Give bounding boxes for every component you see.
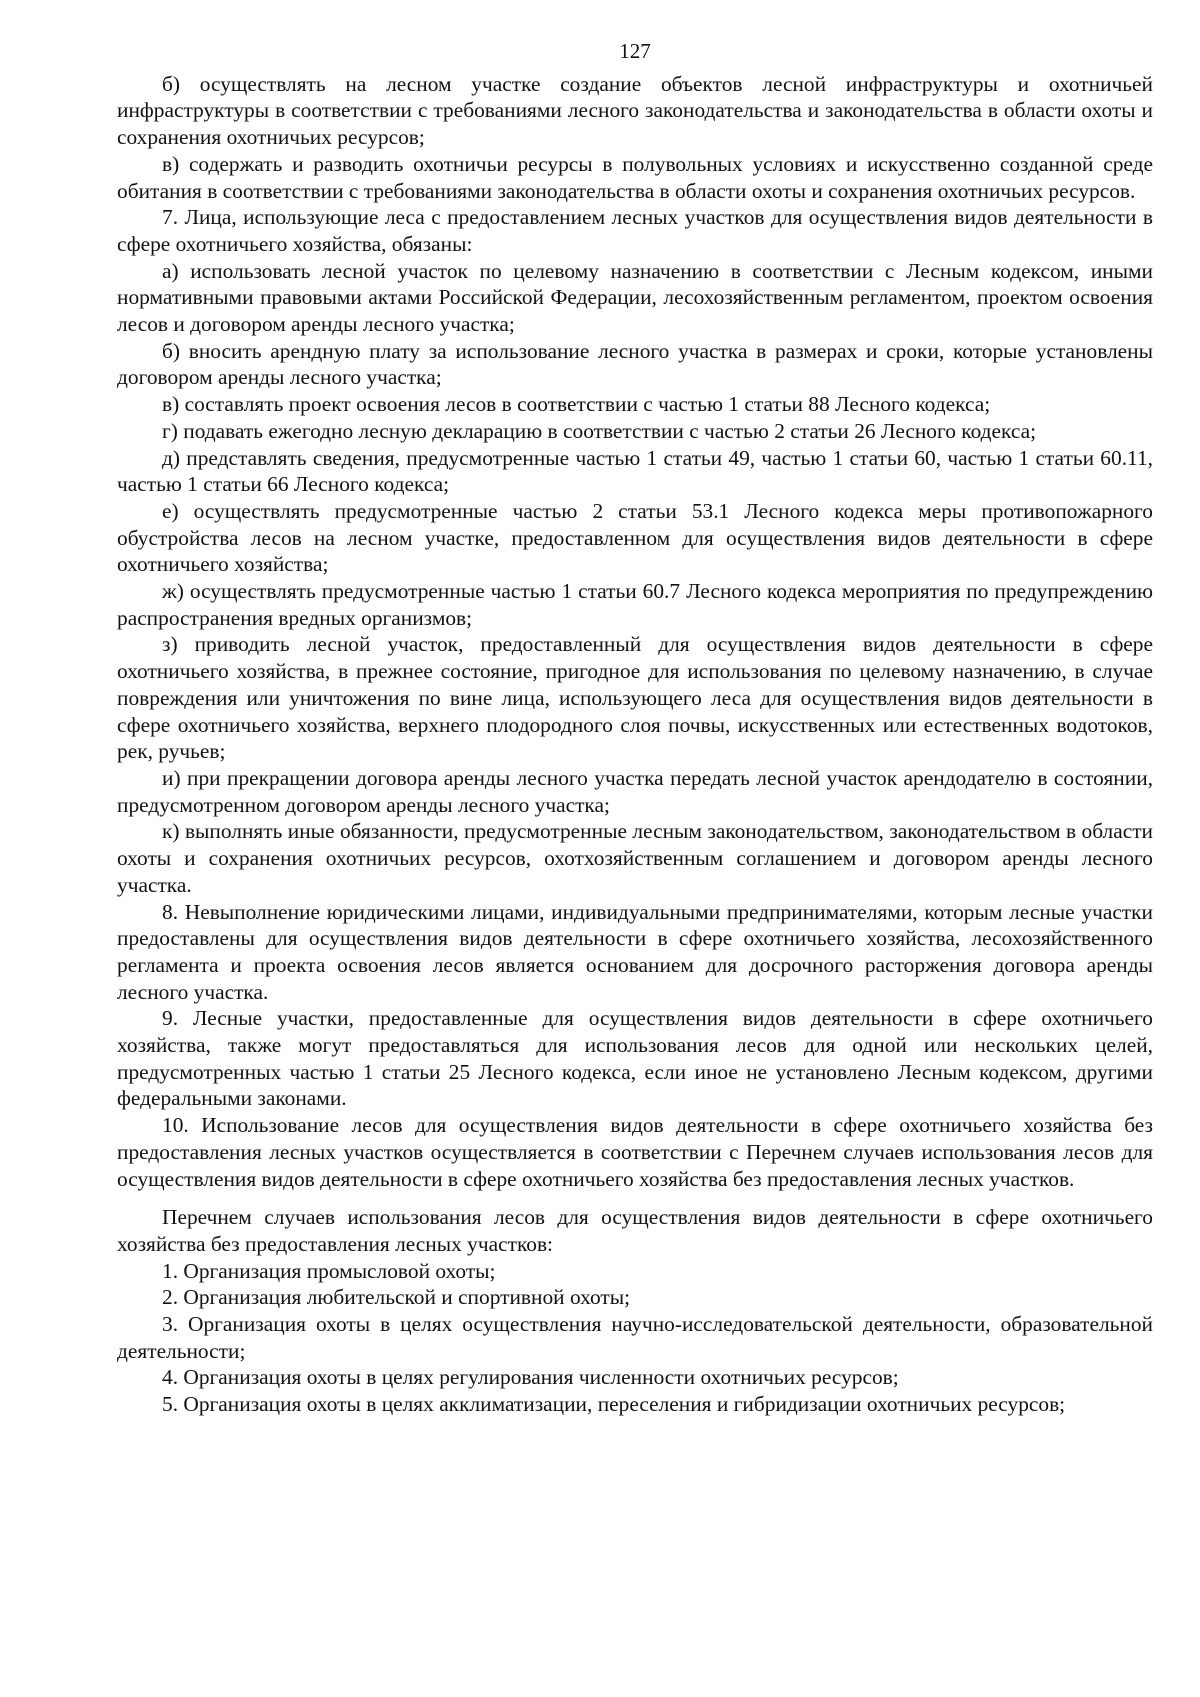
paragraph-e-fire-safety: е) осуществлять предусмотренные частью 2 статьи 53.1 Лесного кодекса меры противопожарного обустройства лесов на лесном участке, предоставленном для осуществления видов деятельности в сфере охотничьего хозяйства; xyxy=(117,498,1153,577)
paragraph-zh-pests: ж) осуществлять предусмотренные частью 1 статьи 60.7 Лесного кодекса мероприятия по предупреждению распространения вредных организмов; xyxy=(117,579,1153,630)
paragraph-b-rent: б) вносить арендную плату за использование лесного участка в размерах и сроки, которые установлены договором аренды лесного участка; xyxy=(117,338,1153,390)
paragraph-10-without-allocation: 10. Использование лесов для осуществления видов деятельности в сфере охотничьего хозяйства без предоставления лесных участков осуществляется в соответствии с Перечнем случаев использования лесов для осуществления видов деятельности в сфере охотничьего хозяйства без предоставления лесных участков. xyxy=(117,1113,1153,1191)
list-item-1: 1. Организация промысловой охоты; xyxy=(162,1258,496,1283)
paragraph-8-termination: 8. Невыполнение юридическими лицами, индивидуальными предпринимателями, которым лесные участки предоставлены для осуществления видов деятельности в сфере охотничьего хозяйства, лесохозяйственного регламента и проекта освоения лесов является основанием для досрочного расторжения договора аренды лесного участка. xyxy=(117,899,1153,1004)
paragraph-v-project: в) составлять проект освоения лесов в соответствии с частью 1 статьи 88 Лесного кодекса; xyxy=(162,392,991,417)
paragraph-b-infrastructure: б) осуществлять на лесном участке создание объектов лесной инфраструктуры и охотничьей инфраструктуры в соответствии с требованиями лесного законодательства и законодательства в области охоты и сохранения охотничьих ресурсов; xyxy=(117,71,1153,150)
paragraph-list-intro: Перечнем случаев использования лесов для осуществления видов деятельности в сфере охотничьего хозяйства без предоставления лесных участков: xyxy=(117,1205,1153,1256)
paragraph-7-obligations: 7. Лица, использующие леса с предоставлением лесных участков для осуществления видов деятельности в сфере охотничьего хозяйства, обязаны: xyxy=(117,205,1153,256)
paragraph-z-restoration: з) приводить лесной участок, предоставленный для осуществления видов деятельности в сфере охотничьего хозяйства, в прежнее состояние, пригодное для использования по целевому назначению, в случае повреждения или уничтожения по вине лица, использующего леса для осуществления видов деятельности в сфере охотничьего хозяйства, верхнего плодородного слоя почвы, искусственных или естественных водотоков, рек, ручьев; xyxy=(117,632,1153,764)
list-item-4: 4. Организация охоты в целях регулирования численности охотничьих ресурсов; xyxy=(162,1365,899,1390)
page-number: 127 xyxy=(619,39,651,63)
paragraph-i-return: и) при прекращении договора аренды лесного участка передать лесной участок арендодателю в состоянии, предусмотренном договором аренды лесного участка; xyxy=(117,765,1153,817)
list-item-3: 3. Организация охоты в целях осуществления научно-исследовательской деятельности, образовательной деятельности; xyxy=(117,1312,1153,1363)
paragraph-v-breeding: в) содержать и разводить охотничьи ресурсы в полувольных условиях и искусственно созданной среде обитания в соответствии с требованиями законодательства в области охоты и сохранения охотничьих ресурсов. xyxy=(117,151,1153,203)
paragraph-d-information: д) представлять сведения, предусмотренные частью 1 статьи 49, частью 1 статьи 60, частью 1 статьи 60.11, частью 1 статьи 66 Лесного кодекса; xyxy=(117,445,1153,497)
list-item-2: 2. Организация любительской и спортивной охоты; xyxy=(162,1285,631,1310)
paragraph-k-other: к) выполнять иные обязанности, предусмотренные лесным законодательством, законодательством в области охоты и сохранения охотничьих ресурсов, охотхозяйственным соглашением и договором аренды лесного участка. xyxy=(117,819,1153,897)
paragraph-a-target-use: а) использовать лесной участок по целевому назначению в соответствии с Лесным кодексом, иными нормативными правовыми актами Российской Федерации, лесохозяйственным регламентом, проектом освоения лесов и договором аренды лесного участка; xyxy=(117,258,1153,337)
list-item-5: 5. Организация охоты в целях акклиматизации, переселения и гибридизации охотничьих ресурсов; xyxy=(162,1392,1066,1417)
document-page xyxy=(117,38,1153,1418)
paragraph-g-declaration: г) подавать ежегодно лесную декларацию в соответствии с частью 2 статьи 26 Лесного кодекса; xyxy=(162,418,1037,443)
paragraph-9-multiple-use: 9. Лесные участки, предоставленные для осуществления видов деятельности в сфере охотничьего хозяйства, также могут предоставляться для использования лесов для одной или нескольких целей, предусмотренных частью 1 статьи 25 Лесного кодекса, если иное не установлено Лесным кодексом, другими федеральными законами. xyxy=(117,1006,1153,1111)
